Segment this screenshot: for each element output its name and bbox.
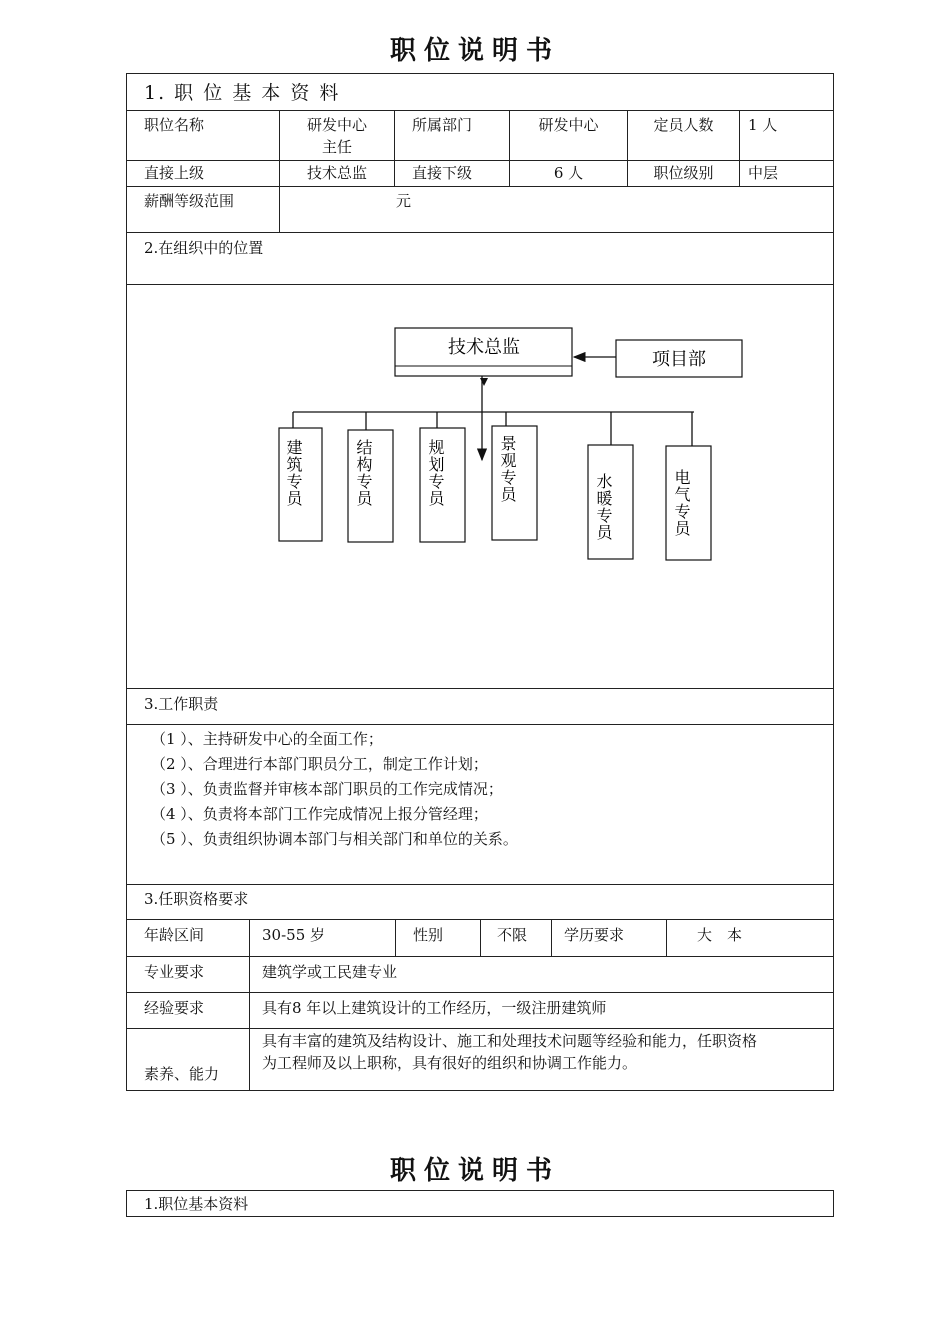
education-label: 学历要求	[552, 920, 667, 956]
section-heading: 3.工作职责	[144, 695, 219, 713]
age-label: 年龄区间	[127, 920, 250, 956]
org-node-child-label: 结构专员	[356, 438, 373, 508]
quality-line-2: 为工程师及以上职称，具有很好的组织和协调工作能力。	[262, 1054, 638, 1072]
salary-range-label: 薪酬等级范围	[127, 187, 280, 232]
duty-item: （1 ）、主持研发中心的全面工作；	[151, 730, 383, 748]
org-node-child-label: 规划专员	[428, 438, 445, 508]
quality-value	[250, 1029, 833, 1091]
org-node-child	[279, 428, 322, 541]
basic-info-row-3	[127, 187, 833, 233]
basic-info-row-2	[127, 161, 833, 187]
experience-label: 经验要求	[127, 993, 250, 1028]
qualification-row-quality	[127, 1029, 833, 1091]
education-value: 大 本	[697, 926, 743, 944]
org-node-side-label: 项目部	[652, 349, 706, 370]
superior-value: 技术总监	[280, 161, 395, 186]
org-node-side	[616, 340, 742, 377]
headcount-label: 定员人数	[628, 111, 740, 160]
salary-range-value: 元	[396, 192, 412, 210]
top-down-marker	[480, 378, 488, 386]
age-value: 30-55 岁	[250, 920, 396, 956]
gender-label: 性别	[396, 920, 481, 956]
page-title: 职位说明书	[389, 36, 560, 66]
job-description-table	[126, 73, 834, 1091]
quality-line-1: 具有丰富的建筑及结构设计、施工和处理技术问题等经验和能力，任职资格	[262, 1032, 758, 1050]
experience-value: 具有8 年以上建筑设计的工作经历，一级注册建筑师	[262, 999, 607, 1017]
major-value: 建筑学或工民建专业	[262, 963, 398, 981]
qualification-row-experience	[127, 993, 833, 1029]
org-chart	[127, 285, 833, 688]
position-name-label: 职位名称	[127, 111, 280, 160]
qualification-row-age	[127, 920, 833, 957]
org-node-top-label: 技术总监	[448, 337, 520, 358]
org-node-child-label: 景观专员	[500, 434, 517, 504]
major-label: 专业要求	[127, 957, 250, 992]
org-node-child	[492, 426, 537, 540]
position-name-value	[280, 111, 395, 160]
org-node-child-label: 电气专员	[674, 468, 691, 538]
level-value: 中层	[748, 164, 779, 182]
qualification-row-major	[127, 957, 833, 993]
quality-label: 素养、能力	[127, 1029, 250, 1091]
duties-list	[127, 725, 833, 885]
position-name-line2: 主任	[321, 138, 352, 156]
duty-item: （4 ）、负责将本部门工作完成情况上报分管经理；	[151, 805, 488, 823]
section-qualifications-heading	[127, 885, 833, 920]
second-page-title: 职位说明书	[389, 1156, 560, 1186]
gender-value: 不限	[481, 920, 552, 956]
subordinate-label: 直接下级	[395, 161, 510, 186]
subordinate-value: 6 人	[510, 161, 628, 186]
duty-item: （2 ）、合理进行本部门职员分工，制定工作计划；	[151, 755, 488, 773]
basic-info-row-1	[127, 111, 833, 161]
department-label: 所属部门	[395, 111, 510, 160]
org-node-child	[666, 446, 711, 560]
duty-item: （3 ）、负责监督并审核本部门职员的工作完成情况；	[151, 780, 503, 798]
org-node-child	[588, 445, 633, 559]
section-duties-heading	[127, 689, 833, 725]
org-chart-area	[127, 285, 833, 689]
department-value: 研发中心	[510, 111, 628, 160]
org-node-child-label: 建筑专员	[286, 438, 303, 508]
section-heading: 1. 职 位 基 本 资 料	[144, 82, 341, 104]
section-org-position-heading	[127, 233, 833, 285]
section-heading: 2.在组织中的位置	[144, 239, 264, 257]
org-node-top	[395, 328, 572, 376]
headcount-value: 1 人	[748, 116, 778, 134]
section-heading: 3.任职资格要求	[144, 890, 249, 908]
second-page-table	[126, 1190, 834, 1217]
position-name-line1: 研发中心	[306, 116, 367, 134]
org-node-child	[420, 428, 465, 542]
duty-item: （5 ）、负责组织协调本部门与相关部门和单位的关系。	[151, 830, 518, 848]
second-page-section-heading: 1.职位基本资料	[144, 1195, 249, 1213]
section-basic-info-heading	[127, 74, 833, 111]
org-node-child	[348, 430, 393, 542]
org-node-child-label: 水暖专员	[596, 472, 613, 542]
superior-label: 直接上级	[127, 161, 280, 186]
level-label: 职位级别	[628, 161, 740, 186]
